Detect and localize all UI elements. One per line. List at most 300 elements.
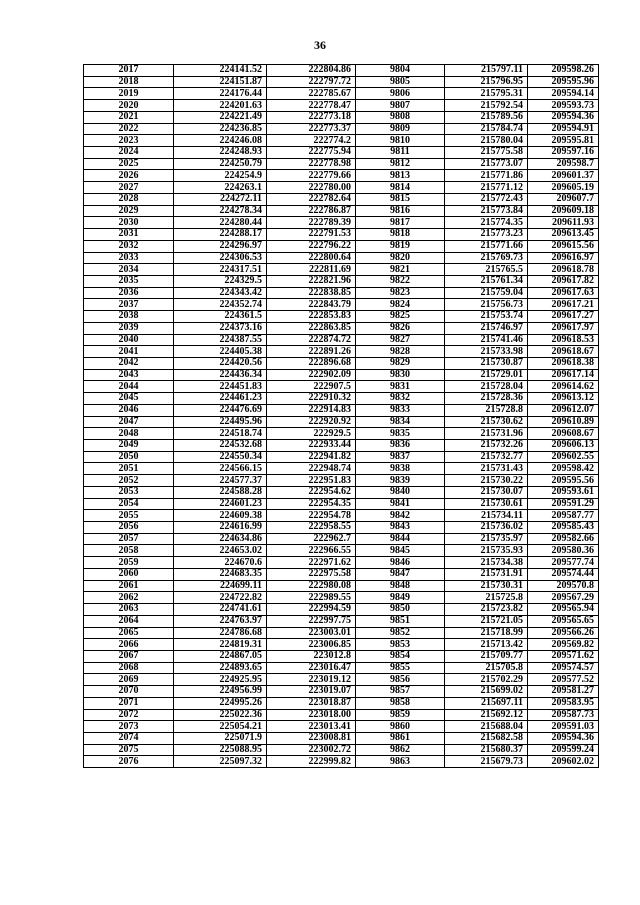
x-coordinate-b-cell: 215773.23 (445, 229, 528, 241)
y-coordinate-b-cell: 209611.93 (528, 217, 599, 229)
x-coordinate-a-cell: 224616.99 (174, 522, 267, 534)
x-coordinate-b-cell: 215692.12 (445, 709, 528, 721)
point-number-a-cell: 2071 (84, 697, 174, 709)
y-coordinate-b-cell: 209585.43 (528, 522, 599, 534)
x-coordinate-a-cell: 224476.69 (174, 404, 267, 416)
point-number-a-cell: 2067 (84, 650, 174, 662)
x-coordinate-a-cell: 224995.26 (174, 697, 267, 709)
point-number-a-cell: 2064 (84, 615, 174, 627)
coordinates-table-body (84, 65, 599, 768)
table-row (84, 65, 599, 77)
point-number-a-cell: 2034 (84, 264, 174, 276)
y-coordinate-b-cell: 209594.14 (528, 88, 599, 100)
point-number-a-cell: 2055 (84, 510, 174, 522)
x-coordinate-a-cell: 224176.44 (174, 88, 267, 100)
y-coordinate-b-cell: 209617.82 (528, 275, 599, 287)
point-number-b-cell: 9833 (356, 404, 445, 416)
table-row (84, 428, 599, 440)
x-coordinate-b-cell: 215746.97 (445, 322, 528, 334)
table-row (84, 322, 599, 334)
point-number-b-cell: 9823 (356, 287, 445, 299)
point-number-a-cell: 2057 (84, 533, 174, 545)
point-number-a-cell: 2073 (84, 721, 174, 733)
x-coordinate-b-cell: 215730.62 (445, 416, 528, 428)
y-coordinate-b-cell: 209602.55 (528, 451, 599, 463)
y-coordinate-a-cell: 222775.94 (267, 147, 356, 159)
point-number-b-cell: 9844 (356, 533, 445, 545)
x-coordinate-b-cell: 215709.77 (445, 650, 528, 662)
x-coordinate-b-cell: 215792.54 (445, 100, 528, 112)
table-row (84, 533, 599, 545)
y-coordinate-b-cell: 209617.63 (528, 287, 599, 299)
y-coordinate-a-cell: 222804.86 (267, 65, 356, 77)
x-coordinate-b-cell: 215728.36 (445, 393, 528, 405)
y-coordinate-b-cell: 209594.36 (528, 732, 599, 744)
table-row (84, 732, 599, 744)
y-coordinate-a-cell: 222966.55 (267, 545, 356, 557)
x-coordinate-b-cell: 215699.02 (445, 686, 528, 698)
y-coordinate-b-cell: 209614.62 (528, 381, 599, 393)
point-number-b-cell: 9859 (356, 709, 445, 721)
x-coordinate-b-cell: 215773.07 (445, 158, 528, 170)
x-coordinate-a-cell: 224236.85 (174, 123, 267, 135)
point-number-b-cell: 9849 (356, 592, 445, 604)
y-coordinate-a-cell: 222780.00 (267, 182, 356, 194)
y-coordinate-a-cell: 223006.85 (267, 639, 356, 651)
point-number-a-cell: 2066 (84, 639, 174, 651)
table-row (84, 158, 599, 170)
x-coordinate-a-cell: 225054.21 (174, 721, 267, 733)
x-coordinate-b-cell: 215730.61 (445, 498, 528, 510)
y-coordinate-a-cell: 222778.47 (267, 100, 356, 112)
point-number-b-cell: 9835 (356, 428, 445, 440)
y-coordinate-a-cell: 222954.78 (267, 510, 356, 522)
x-coordinate-b-cell: 215730.07 (445, 486, 528, 498)
x-coordinate-b-cell: 215736.02 (445, 522, 528, 534)
x-coordinate-b-cell: 215756.73 (445, 299, 528, 311)
y-coordinate-b-cell: 209618.67 (528, 346, 599, 358)
y-coordinate-b-cell: 209582.66 (528, 533, 599, 545)
x-coordinate-b-cell: 215780.04 (445, 135, 528, 147)
table-row (84, 346, 599, 358)
x-coordinate-a-cell: 224550.34 (174, 451, 267, 463)
x-coordinate-a-cell: 224246.08 (174, 135, 267, 147)
y-coordinate-b-cell: 209587.77 (528, 510, 599, 522)
point-number-a-cell: 2031 (84, 229, 174, 241)
x-coordinate-b-cell: 215735.93 (445, 545, 528, 557)
point-number-b-cell: 9826 (356, 322, 445, 334)
point-number-a-cell: 2033 (84, 252, 174, 264)
y-coordinate-a-cell: 222773.37 (267, 123, 356, 135)
x-coordinate-b-cell: 215721.05 (445, 615, 528, 627)
y-coordinate-b-cell: 209618.38 (528, 357, 599, 369)
point-number-b-cell: 9817 (356, 217, 445, 229)
x-coordinate-b-cell: 215732.77 (445, 451, 528, 463)
point-number-a-cell: 2069 (84, 674, 174, 686)
y-coordinate-b-cell: 209574.57 (528, 662, 599, 674)
y-coordinate-b-cell: 209594.36 (528, 111, 599, 123)
point-number-a-cell: 2037 (84, 299, 174, 311)
y-coordinate-b-cell: 209609.18 (528, 205, 599, 217)
y-coordinate-a-cell: 222941.82 (267, 451, 356, 463)
table-row (84, 580, 599, 592)
table-row (84, 604, 599, 616)
point-number-a-cell: 2020 (84, 100, 174, 112)
point-number-a-cell: 2027 (84, 182, 174, 194)
x-coordinate-a-cell: 224405.38 (174, 346, 267, 358)
point-number-b-cell: 9840 (356, 486, 445, 498)
y-coordinate-a-cell: 222782.64 (267, 193, 356, 205)
point-number-a-cell: 2038 (84, 311, 174, 323)
x-coordinate-a-cell: 224786.68 (174, 627, 267, 639)
point-number-b-cell: 9837 (356, 451, 445, 463)
point-number-a-cell: 2028 (84, 193, 174, 205)
point-number-a-cell: 2032 (84, 240, 174, 252)
y-coordinate-a-cell: 222954.62 (267, 486, 356, 498)
point-number-a-cell: 2063 (84, 604, 174, 616)
point-number-b-cell: 9814 (356, 182, 445, 194)
y-coordinate-b-cell: 209606.13 (528, 440, 599, 452)
x-coordinate-b-cell: 215784.74 (445, 123, 528, 135)
x-coordinate-b-cell: 215679.73 (445, 756, 528, 768)
point-number-b-cell: 9850 (356, 604, 445, 616)
y-coordinate-a-cell: 223019.07 (267, 686, 356, 698)
point-number-a-cell: 2051 (84, 463, 174, 475)
x-coordinate-b-cell: 215761.34 (445, 275, 528, 287)
y-coordinate-a-cell: 222910.32 (267, 393, 356, 405)
y-coordinate-b-cell: 209574.44 (528, 568, 599, 580)
x-coordinate-b-cell: 215759.04 (445, 287, 528, 299)
y-coordinate-b-cell: 209617.21 (528, 299, 599, 311)
x-coordinate-a-cell: 224956.99 (174, 686, 267, 698)
point-number-a-cell: 2052 (84, 475, 174, 487)
point-number-a-cell: 2043 (84, 369, 174, 381)
y-coordinate-b-cell: 209615.56 (528, 240, 599, 252)
table-row (84, 287, 599, 299)
x-coordinate-a-cell: 225097.32 (174, 756, 267, 768)
y-coordinate-a-cell: 222779.66 (267, 170, 356, 182)
y-coordinate-a-cell: 222994.59 (267, 604, 356, 616)
point-number-b-cell: 9848 (356, 580, 445, 592)
table-row (84, 217, 599, 229)
x-coordinate-b-cell: 215789.56 (445, 111, 528, 123)
x-coordinate-b-cell: 215771.66 (445, 240, 528, 252)
y-coordinate-b-cell: 209565.94 (528, 604, 599, 616)
table-row (84, 416, 599, 428)
y-coordinate-a-cell: 223016.47 (267, 662, 356, 674)
table-row (84, 627, 599, 639)
x-coordinate-b-cell: 215731.43 (445, 463, 528, 475)
point-number-b-cell: 9820 (356, 252, 445, 264)
y-coordinate-a-cell: 222929.5 (267, 428, 356, 440)
point-number-b-cell: 9836 (356, 440, 445, 452)
x-coordinate-a-cell: 224373.16 (174, 322, 267, 334)
x-coordinate-b-cell: 215688.04 (445, 721, 528, 733)
table-row (84, 311, 599, 323)
y-coordinate-b-cell: 209565.65 (528, 615, 599, 627)
y-coordinate-a-cell: 223002.72 (267, 744, 356, 756)
x-coordinate-a-cell: 224819.31 (174, 639, 267, 651)
x-coordinate-a-cell: 224566.15 (174, 463, 267, 475)
y-coordinate-b-cell: 209617.27 (528, 311, 599, 323)
table-row (84, 686, 599, 698)
point-number-b-cell: 9805 (356, 76, 445, 88)
table-row (84, 639, 599, 651)
x-coordinate-b-cell: 215797.11 (445, 65, 528, 77)
y-coordinate-a-cell: 222791.53 (267, 229, 356, 241)
y-coordinate-a-cell: 222948.74 (267, 463, 356, 475)
point-number-b-cell: 9824 (356, 299, 445, 311)
y-coordinate-a-cell: 222874.72 (267, 334, 356, 346)
point-number-a-cell: 2059 (84, 557, 174, 569)
point-number-b-cell: 9813 (356, 170, 445, 182)
y-coordinate-b-cell: 209607.7 (528, 193, 599, 205)
x-coordinate-b-cell: 215795.31 (445, 88, 528, 100)
y-coordinate-b-cell: 209591.03 (528, 721, 599, 733)
y-coordinate-a-cell: 222999.82 (267, 756, 356, 768)
point-number-b-cell: 9809 (356, 123, 445, 135)
x-coordinate-a-cell: 224634.86 (174, 533, 267, 545)
point-number-b-cell: 9828 (356, 346, 445, 358)
table-row (84, 662, 599, 674)
y-coordinate-a-cell: 222785.67 (267, 88, 356, 100)
point-number-a-cell: 2068 (84, 662, 174, 674)
x-coordinate-b-cell: 215723.82 (445, 604, 528, 616)
point-number-b-cell: 9815 (356, 193, 445, 205)
point-number-a-cell: 2075 (84, 744, 174, 756)
table-row (84, 299, 599, 311)
table-row (84, 334, 599, 346)
y-coordinate-b-cell: 209610.89 (528, 416, 599, 428)
y-coordinate-a-cell: 222789.39 (267, 217, 356, 229)
table-row (84, 510, 599, 522)
point-number-a-cell: 2022 (84, 123, 174, 135)
table-row (84, 440, 599, 452)
table-row (84, 463, 599, 475)
table-row (84, 357, 599, 369)
point-number-a-cell: 2017 (84, 65, 174, 77)
table-row (84, 193, 599, 205)
point-number-a-cell: 2046 (84, 404, 174, 416)
x-coordinate-a-cell: 224306.53 (174, 252, 267, 264)
y-coordinate-a-cell: 222797.72 (267, 76, 356, 88)
point-number-a-cell: 2029 (84, 205, 174, 217)
point-number-a-cell: 2039 (84, 322, 174, 334)
x-coordinate-b-cell: 215702.29 (445, 674, 528, 686)
x-coordinate-a-cell: 224577.37 (174, 475, 267, 487)
y-coordinate-a-cell: 222951.83 (267, 475, 356, 487)
table-row (84, 709, 599, 721)
x-coordinate-a-cell: 224601.23 (174, 498, 267, 510)
y-coordinate-b-cell: 209598.7 (528, 158, 599, 170)
point-number-b-cell: 9829 (356, 357, 445, 369)
table-row (84, 264, 599, 276)
y-coordinate-a-cell: 222914.83 (267, 404, 356, 416)
y-coordinate-b-cell: 209608.67 (528, 428, 599, 440)
point-number-a-cell: 2070 (84, 686, 174, 698)
x-coordinate-a-cell: 224263.1 (174, 182, 267, 194)
x-coordinate-b-cell: 215697.11 (445, 697, 528, 709)
y-coordinate-a-cell: 223012.8 (267, 650, 356, 662)
y-coordinate-b-cell: 209616.97 (528, 252, 599, 264)
point-number-a-cell: 2045 (84, 393, 174, 405)
x-coordinate-a-cell: 224741.61 (174, 604, 267, 616)
y-coordinate-b-cell: 209605.19 (528, 182, 599, 194)
point-number-b-cell: 9806 (356, 88, 445, 100)
point-number-b-cell: 9863 (356, 756, 445, 768)
point-number-b-cell: 9847 (356, 568, 445, 580)
x-coordinate-a-cell: 224280.44 (174, 217, 267, 229)
y-coordinate-b-cell: 209571.62 (528, 650, 599, 662)
table-row (84, 170, 599, 182)
point-number-b-cell: 9825 (356, 311, 445, 323)
y-coordinate-a-cell: 222838.85 (267, 287, 356, 299)
table-row (84, 545, 599, 557)
table-row (84, 404, 599, 416)
x-coordinate-b-cell: 215713.42 (445, 639, 528, 651)
table-row (84, 240, 599, 252)
y-coordinate-a-cell: 222980.08 (267, 580, 356, 592)
x-coordinate-b-cell: 215730.87 (445, 357, 528, 369)
x-coordinate-b-cell: 215734.38 (445, 557, 528, 569)
table-row (84, 557, 599, 569)
x-coordinate-b-cell: 215730.31 (445, 580, 528, 592)
table-row (84, 100, 599, 112)
x-coordinate-a-cell: 224722.82 (174, 592, 267, 604)
y-coordinate-a-cell: 222954.35 (267, 498, 356, 510)
x-coordinate-a-cell: 224221.49 (174, 111, 267, 123)
y-coordinate-a-cell: 222958.55 (267, 522, 356, 534)
point-number-b-cell: 9841 (356, 498, 445, 510)
table-row (84, 369, 599, 381)
y-coordinate-b-cell: 209618.53 (528, 334, 599, 346)
x-coordinate-b-cell: 215769.73 (445, 252, 528, 264)
y-coordinate-b-cell: 209593.61 (528, 486, 599, 498)
point-number-a-cell: 2065 (84, 627, 174, 639)
table-row (84, 615, 599, 627)
point-number-b-cell: 9845 (356, 545, 445, 557)
y-coordinate-b-cell: 209593.73 (528, 100, 599, 112)
point-number-a-cell: 2035 (84, 275, 174, 287)
y-coordinate-b-cell: 209595.56 (528, 475, 599, 487)
y-coordinate-b-cell: 209591.29 (528, 498, 599, 510)
y-coordinate-a-cell: 222773.18 (267, 111, 356, 123)
y-coordinate-b-cell: 209581.27 (528, 686, 599, 698)
point-number-b-cell: 9808 (356, 111, 445, 123)
coordinates-table (83, 64, 599, 768)
table-row (84, 522, 599, 534)
x-coordinate-b-cell: 215771.12 (445, 182, 528, 194)
point-number-b-cell: 9830 (356, 369, 445, 381)
x-coordinate-b-cell: 215773.84 (445, 205, 528, 217)
x-coordinate-a-cell: 225088.95 (174, 744, 267, 756)
x-coordinate-b-cell: 215705.8 (445, 662, 528, 674)
x-coordinate-b-cell: 215730.22 (445, 475, 528, 487)
point-number-b-cell: 9812 (356, 158, 445, 170)
y-coordinate-a-cell: 222800.64 (267, 252, 356, 264)
y-coordinate-a-cell: 222920.92 (267, 416, 356, 428)
point-number-a-cell: 2030 (84, 217, 174, 229)
point-number-b-cell: 9853 (356, 639, 445, 651)
point-number-b-cell: 9819 (356, 240, 445, 252)
x-coordinate-b-cell: 215765.5 (445, 264, 528, 276)
point-number-b-cell: 9831 (356, 381, 445, 393)
x-coordinate-a-cell: 224343.42 (174, 287, 267, 299)
y-coordinate-a-cell: 222853.83 (267, 311, 356, 323)
point-number-a-cell: 2050 (84, 451, 174, 463)
point-number-b-cell: 9804 (356, 65, 445, 77)
point-number-a-cell: 2036 (84, 287, 174, 299)
y-coordinate-b-cell: 209617.97 (528, 322, 599, 334)
x-coordinate-a-cell: 225071.9 (174, 732, 267, 744)
point-number-a-cell: 2074 (84, 732, 174, 744)
table-row (84, 393, 599, 405)
y-coordinate-a-cell: 223008.81 (267, 732, 356, 744)
y-coordinate-a-cell: 223018.00 (267, 709, 356, 721)
point-number-a-cell: 2040 (84, 334, 174, 346)
table-row (84, 674, 599, 686)
y-coordinate-a-cell: 222975.58 (267, 568, 356, 580)
point-number-b-cell: 9862 (356, 744, 445, 756)
x-coordinate-a-cell: 224518.74 (174, 428, 267, 440)
y-coordinate-b-cell: 209577.74 (528, 557, 599, 569)
x-coordinate-a-cell: 224532.68 (174, 440, 267, 452)
y-coordinate-b-cell: 209577.52 (528, 674, 599, 686)
x-coordinate-b-cell: 215774.35 (445, 217, 528, 229)
x-coordinate-a-cell: 224317.51 (174, 264, 267, 276)
table-row (84, 486, 599, 498)
x-coordinate-b-cell: 215731.96 (445, 428, 528, 440)
y-coordinate-a-cell: 222971.62 (267, 557, 356, 569)
table-row (84, 721, 599, 733)
page-number: 36 (314, 38, 326, 52)
x-coordinate-a-cell: 224201.63 (174, 100, 267, 112)
point-number-a-cell: 2061 (84, 580, 174, 592)
x-coordinate-a-cell: 224588.28 (174, 486, 267, 498)
x-coordinate-b-cell: 215732.26 (445, 440, 528, 452)
y-coordinate-a-cell: 223003.01 (267, 627, 356, 639)
x-coordinate-a-cell: 224420.56 (174, 357, 267, 369)
point-number-a-cell: 2021 (84, 111, 174, 123)
point-number-b-cell: 9854 (356, 650, 445, 662)
point-number-b-cell: 9861 (356, 732, 445, 744)
table-row (84, 76, 599, 88)
y-coordinate-a-cell: 222774.2 (267, 135, 356, 147)
y-coordinate-b-cell: 209594.91 (528, 123, 599, 135)
y-coordinate-a-cell: 223013.41 (267, 721, 356, 733)
y-coordinate-b-cell: 209580.36 (528, 545, 599, 557)
point-number-b-cell: 9811 (356, 147, 445, 159)
point-number-a-cell: 2056 (84, 522, 174, 534)
point-number-a-cell: 2076 (84, 756, 174, 768)
x-coordinate-a-cell: 224683.35 (174, 568, 267, 580)
table-row (84, 123, 599, 135)
x-coordinate-a-cell: 224296.97 (174, 240, 267, 252)
table-row (84, 650, 599, 662)
x-coordinate-b-cell: 215733.98 (445, 346, 528, 358)
x-coordinate-b-cell: 215725.8 (445, 592, 528, 604)
table-row (84, 229, 599, 241)
point-number-b-cell: 9851 (356, 615, 445, 627)
y-coordinate-a-cell: 222997.75 (267, 615, 356, 627)
table-row (84, 475, 599, 487)
table-row (84, 252, 599, 264)
x-coordinate-b-cell: 215680.37 (445, 744, 528, 756)
point-number-b-cell: 9842 (356, 510, 445, 522)
x-coordinate-a-cell: 224867.05 (174, 650, 267, 662)
y-coordinate-a-cell: 222896.68 (267, 357, 356, 369)
x-coordinate-a-cell: 224609.38 (174, 510, 267, 522)
